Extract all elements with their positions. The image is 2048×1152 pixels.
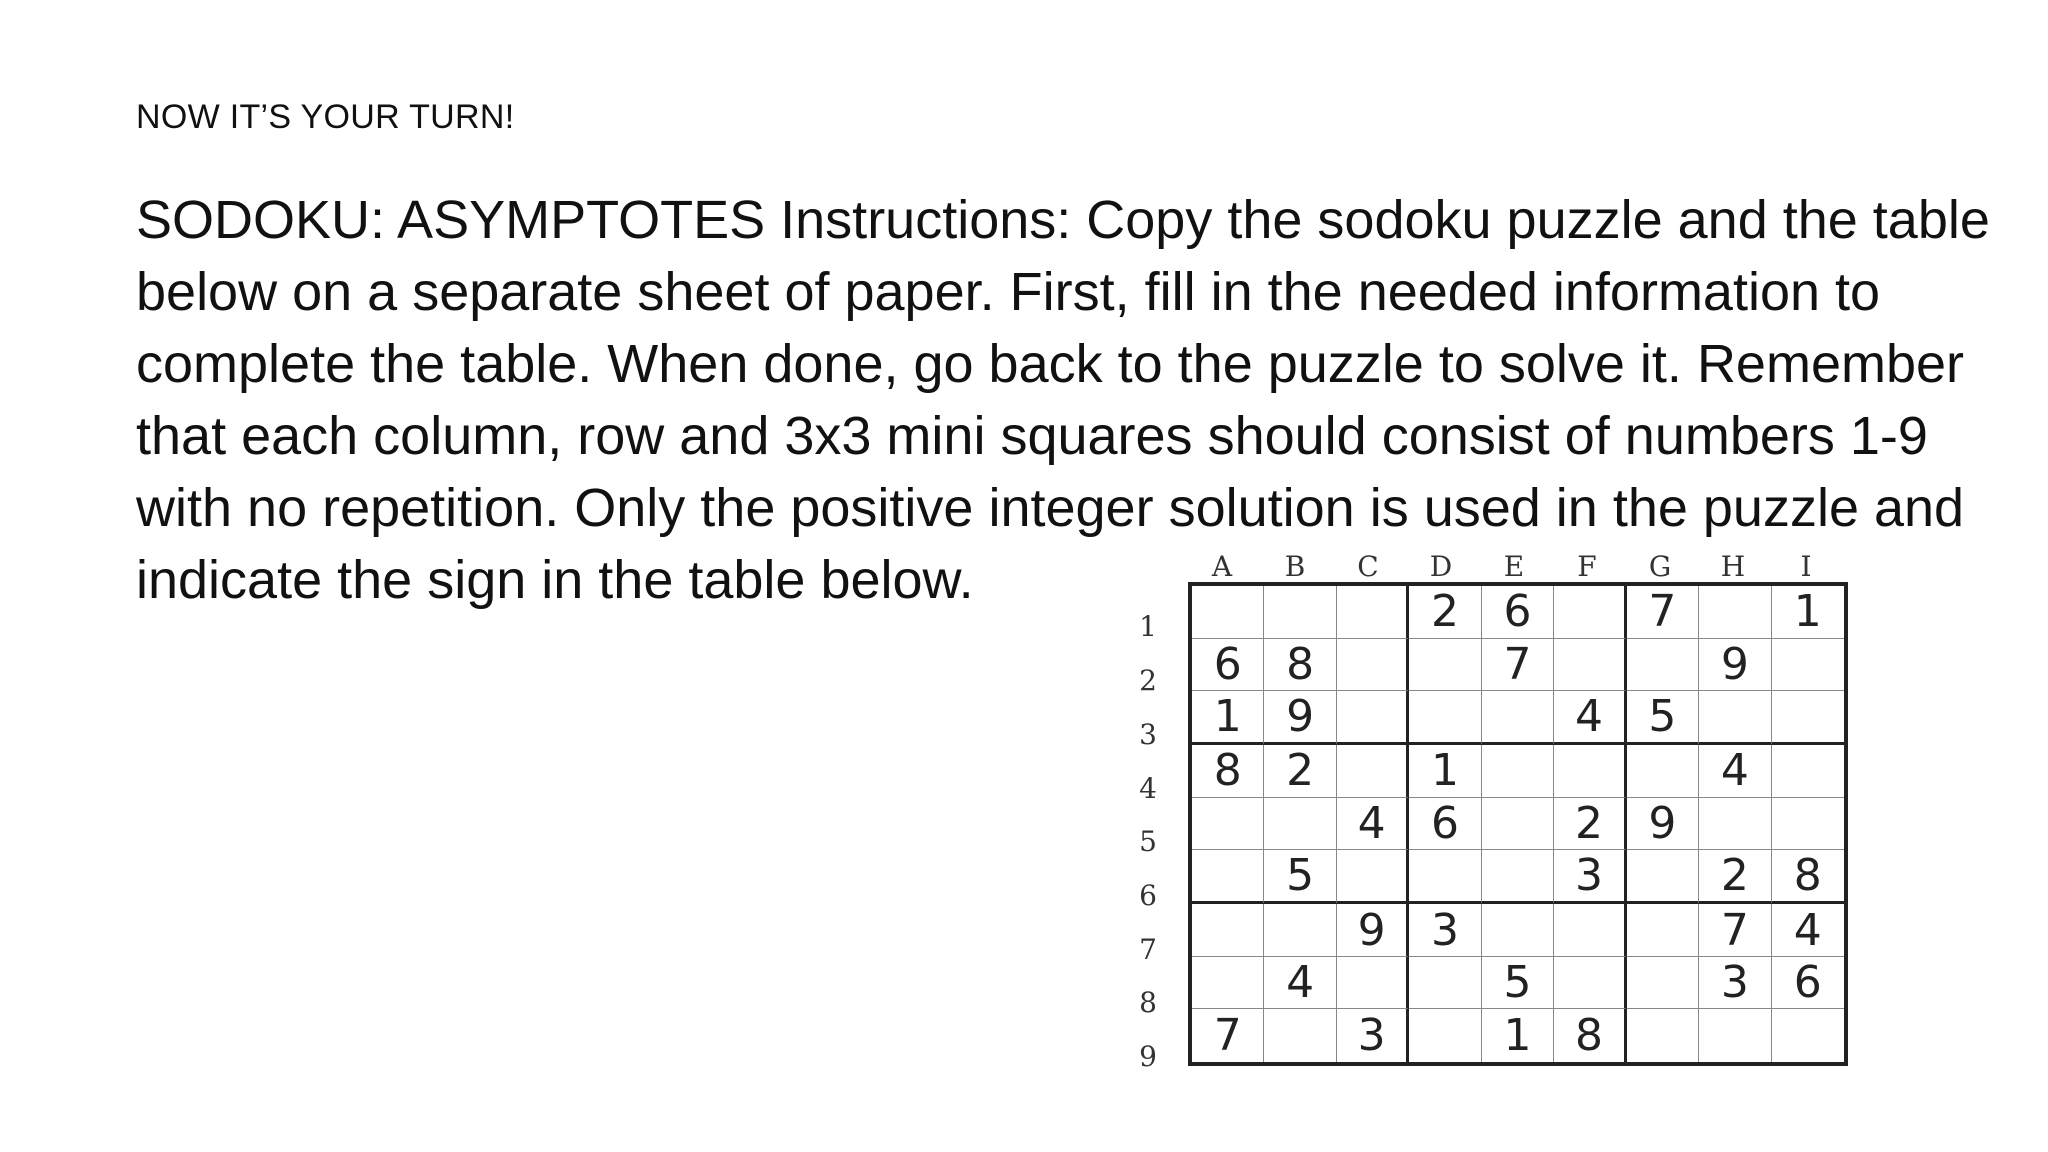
sudoku-cell-c2 (1337, 639, 1409, 692)
sudoku-cell-b5 (1264, 798, 1336, 851)
column-label-d: D (1429, 550, 1453, 583)
sudoku-cell-c8 (1337, 957, 1409, 1010)
sudoku-cell-g9 (1627, 1009, 1699, 1062)
sudoku-cell-a5 (1192, 798, 1264, 851)
sudoku-cell-i8: 6 (1772, 957, 1844, 1010)
sudoku-cell-e9: 1 (1482, 1009, 1554, 1062)
sudoku-cell-g7 (1627, 904, 1699, 957)
sudoku-cell-f7 (1554, 904, 1626, 957)
sudoku-cell-b1 (1264, 586, 1336, 639)
instructions-line: that each column, row and 3x3 mini squares should consist of numbers 1-9 (136, 406, 1928, 466)
sudoku-puzzle (1130, 548, 1890, 1088)
sudoku-grid (1188, 582, 1848, 1066)
instructions-line: indicate the sign in the table below. (136, 550, 974, 610)
sudoku-cell-d6 (1409, 850, 1481, 904)
column-label-e: E (1503, 550, 1525, 583)
sudoku-cell-d5: 6 (1409, 798, 1481, 851)
sudoku-cell-e3 (1482, 691, 1554, 745)
sudoku-cell-c6 (1337, 850, 1409, 904)
sudoku-cell-a9: 7 (1192, 1009, 1264, 1062)
sudoku-cell-g1: 7 (1627, 586, 1699, 639)
row-label-5: 5 (1139, 825, 1157, 858)
sudoku-cell-i7: 4 (1772, 904, 1844, 957)
sudoku-cell-g6 (1627, 850, 1699, 904)
instructions-line: complete the table. When done, go back to the puzzle to solve it. Remember (136, 334, 1965, 394)
sudoku-cell-e2: 7 (1482, 639, 1554, 692)
sudoku-cell-b2: 8 (1264, 639, 1336, 692)
sudoku-cell-e1: 6 (1482, 586, 1554, 639)
sudoku-cell-h3 (1699, 691, 1771, 745)
sudoku-cell-c9: 3 (1337, 1009, 1409, 1062)
sudoku-cell-i1: 1 (1772, 586, 1844, 639)
row-label-1: 1 (1139, 610, 1157, 643)
sudoku-cell-c3 (1337, 691, 1409, 745)
slide-title: NOW IT’S YOUR TURN! (136, 98, 515, 136)
sudoku-cell-d3 (1409, 691, 1481, 745)
sudoku-cell-h7: 7 (1699, 904, 1771, 957)
row-label-3: 3 (1139, 718, 1157, 751)
row-label-7: 7 (1139, 933, 1157, 966)
instructions-line: below on a separate sheet of paper. First, fill in the needed information to (136, 262, 1881, 322)
sudoku-cell-f5: 2 (1554, 798, 1626, 851)
sudoku-cell-b4: 2 (1264, 745, 1336, 798)
sudoku-cell-f1 (1554, 586, 1626, 639)
sudoku-cell-b6: 5 (1264, 850, 1336, 904)
sudoku-cell-d4: 1 (1409, 745, 1481, 798)
sudoku-cell-e4 (1482, 745, 1554, 798)
sudoku-cell-f9: 8 (1554, 1009, 1626, 1062)
sudoku-cell-d1: 2 (1409, 586, 1481, 639)
sudoku-cell-a8 (1192, 957, 1264, 1010)
column-label-g: G (1648, 550, 1672, 583)
sudoku-cell-c7: 9 (1337, 904, 1409, 957)
row-label-4: 4 (1139, 772, 1157, 805)
instructions-line: with no repetition. Only the positive integer solution is used in the puzzle and (136, 478, 1965, 538)
sudoku-cell-h2: 9 (1699, 639, 1771, 692)
sudoku-cell-f3: 4 (1554, 691, 1626, 745)
sudoku-cell-a3: 1 (1192, 691, 1264, 745)
sudoku-cell-a4: 8 (1192, 745, 1264, 798)
sudoku-cell-a2: 6 (1192, 639, 1264, 692)
sudoku-cell-c1 (1337, 586, 1409, 639)
column-label-b: B (1284, 550, 1306, 583)
sudoku-cell-h5 (1699, 798, 1771, 851)
sudoku-cell-i5 (1772, 798, 1844, 851)
sudoku-cell-a1 (1192, 586, 1264, 639)
column-label-f: F (1577, 550, 1597, 583)
sudoku-cell-h8: 3 (1699, 957, 1771, 1010)
sudoku-cell-d9 (1409, 1009, 1481, 1062)
sudoku-cell-g2 (1627, 639, 1699, 692)
sudoku-cell-f2 (1554, 639, 1626, 692)
sudoku-cell-e7 (1482, 904, 1554, 957)
sudoku-cell-c4 (1337, 745, 1409, 798)
sudoku-cell-b9 (1264, 1009, 1336, 1062)
sudoku-cell-b3: 9 (1264, 691, 1336, 745)
column-label-a: A (1211, 550, 1233, 583)
sudoku-cell-e6 (1482, 850, 1554, 904)
sudoku-cell-i3 (1772, 691, 1844, 745)
sudoku-cell-h4: 4 (1699, 745, 1771, 798)
column-label-h: H (1720, 550, 1746, 583)
sudoku-cell-h6: 2 (1699, 850, 1771, 904)
sudoku-cell-g4 (1627, 745, 1699, 798)
column-label-c: C (1357, 550, 1379, 583)
sudoku-cell-b7 (1264, 904, 1336, 957)
sudoku-cell-g8 (1627, 957, 1699, 1010)
sudoku-cell-d7: 3 (1409, 904, 1481, 957)
sudoku-cell-c5: 4 (1337, 798, 1409, 851)
sudoku-cell-f6: 3 (1554, 850, 1626, 904)
sudoku-cell-e8: 5 (1482, 957, 1554, 1010)
sudoku-cell-d8 (1409, 957, 1481, 1010)
row-label-8: 8 (1139, 986, 1157, 1019)
sudoku-cell-i6: 8 (1772, 850, 1844, 904)
sudoku-cell-f8 (1554, 957, 1626, 1010)
row-label-6: 6 (1139, 879, 1157, 912)
sudoku-cell-h1 (1699, 586, 1771, 639)
sudoku-cell-d2 (1409, 639, 1481, 692)
sudoku-cell-a7 (1192, 904, 1264, 957)
sudoku-cell-a6 (1192, 850, 1264, 904)
row-label-2: 2 (1139, 664, 1157, 697)
row-label-9: 9 (1139, 1040, 1157, 1073)
sudoku-cell-i2 (1772, 639, 1844, 692)
sudoku-cell-h9 (1699, 1009, 1771, 1062)
sudoku-cell-e5 (1482, 798, 1554, 851)
sudoku-cell-g5: 9 (1627, 798, 1699, 851)
instructions-line: SODOKU: ASYMPTOTES Instructions: Copy the sodoku puzzle and the table (136, 190, 1990, 250)
column-label-i: I (1800, 550, 1812, 583)
sudoku-cell-b8: 4 (1264, 957, 1336, 1010)
sudoku-cell-g3: 5 (1627, 691, 1699, 745)
sudoku-cell-i4 (1772, 745, 1844, 798)
sudoku-cell-f4 (1554, 745, 1626, 798)
sudoku-cell-i9 (1772, 1009, 1844, 1062)
